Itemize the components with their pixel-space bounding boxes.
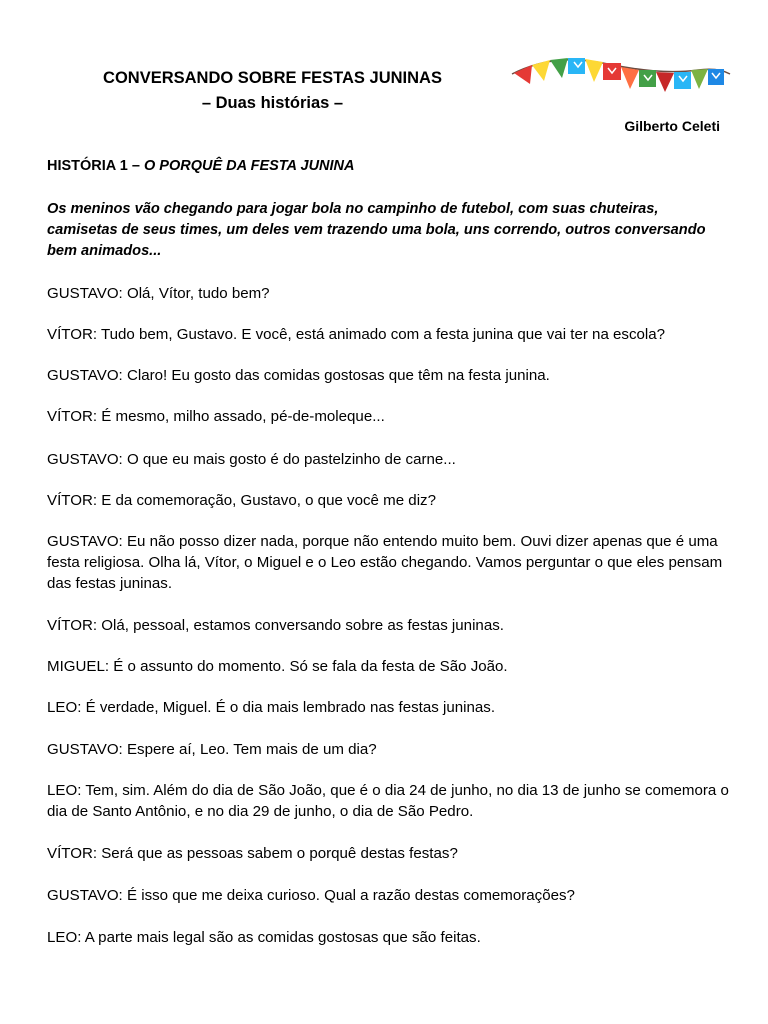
document-title	[100, 66, 445, 116]
festa-junina-bunting-icon	[508, 48, 733, 98]
dialogue-line: VÍTOR: Olá, pessoal, estamos conversando sobre as festas juninas.	[47, 617, 504, 634]
dialogue-line: GUSTAVO: É isso que me deixa curioso. Qual a razão destas comemorações?	[47, 887, 575, 904]
dialogue-line: VÍTOR: E da comemoração, Gustavo, o que você me diz?	[47, 492, 436, 509]
dialogue-line: LEO: A parte mais legal são as comidas gostosas que são feitas.	[47, 929, 481, 946]
title-line-1: CONVERSANDO SOBRE FESTAS JUNINAS	[103, 69, 442, 87]
dialogue-line: LEO: Tem, sim. Além do dia de São João, que é o dia 24 de junho, no dia 13 de junho se comemora o dia de Santo Antônio, e no dia 29 de junho, o dia de São Pedro.	[47, 782, 729, 820]
dialogue-line: VÍTOR: É mesmo, milho assado, pé-de-moleque...	[47, 408, 385, 425]
dialogue-line: VÍTOR: Tudo bem, Gustavo. E você, está animado com a festa junina que vai ter na escola?	[47, 326, 666, 343]
dialogue-line: GUSTAVO: Espere aí, Leo. Tem mais de um dia?	[47, 741, 377, 758]
story-heading-title: O PORQUÊ DA FESTA JUNINA	[143, 158, 355, 174]
dialogue-line: VÍTOR: Será que as pessoas sabem o porquê destas festas?	[47, 845, 458, 862]
author-name: Gilberto Celeti	[624, 118, 720, 134]
dialogue-line: GUSTAVO: Olá, Vítor, tudo bem?	[47, 285, 270, 302]
dialogue-line: GUSTAVO: Eu não posso dizer nada, porque não entendo muito bem. Ouvi dizer apenas que é uma festa religiosa. Olha lá, Vítor, o Miguel e o Leo estão chegando. Vamos perguntar o que eles pensam das festas juninas.	[47, 533, 723, 592]
story-heading-prefix: HISTÓRIA 1 –	[47, 158, 144, 174]
dialogue-line: LEO: É verdade, Miguel. É o dia mais lembrado nas festas juninas.	[47, 699, 496, 716]
dialogue-line: GUSTAVO: Claro! Eu gosto das comidas gostosas que têm na festa junina.	[47, 367, 550, 384]
story-intro: Os meninos vão chegando para jogar bola no campinho de futebol, com suas chuteiras, camisetas de seus times, um deles vem trazendo uma bola, uns correndo, outros conversando bem animados...	[47, 201, 706, 259]
title-line-2: – Duas histórias –	[201, 94, 344, 112]
story-heading	[47, 156, 355, 176]
dialogue-line: MIGUEL: É o assunto do momento. Só se fala da festa de São João.	[47, 658, 508, 675]
dialogue-line: GUSTAVO: O que eu mais gosto é do pastelzinho de carne...	[47, 451, 456, 468]
